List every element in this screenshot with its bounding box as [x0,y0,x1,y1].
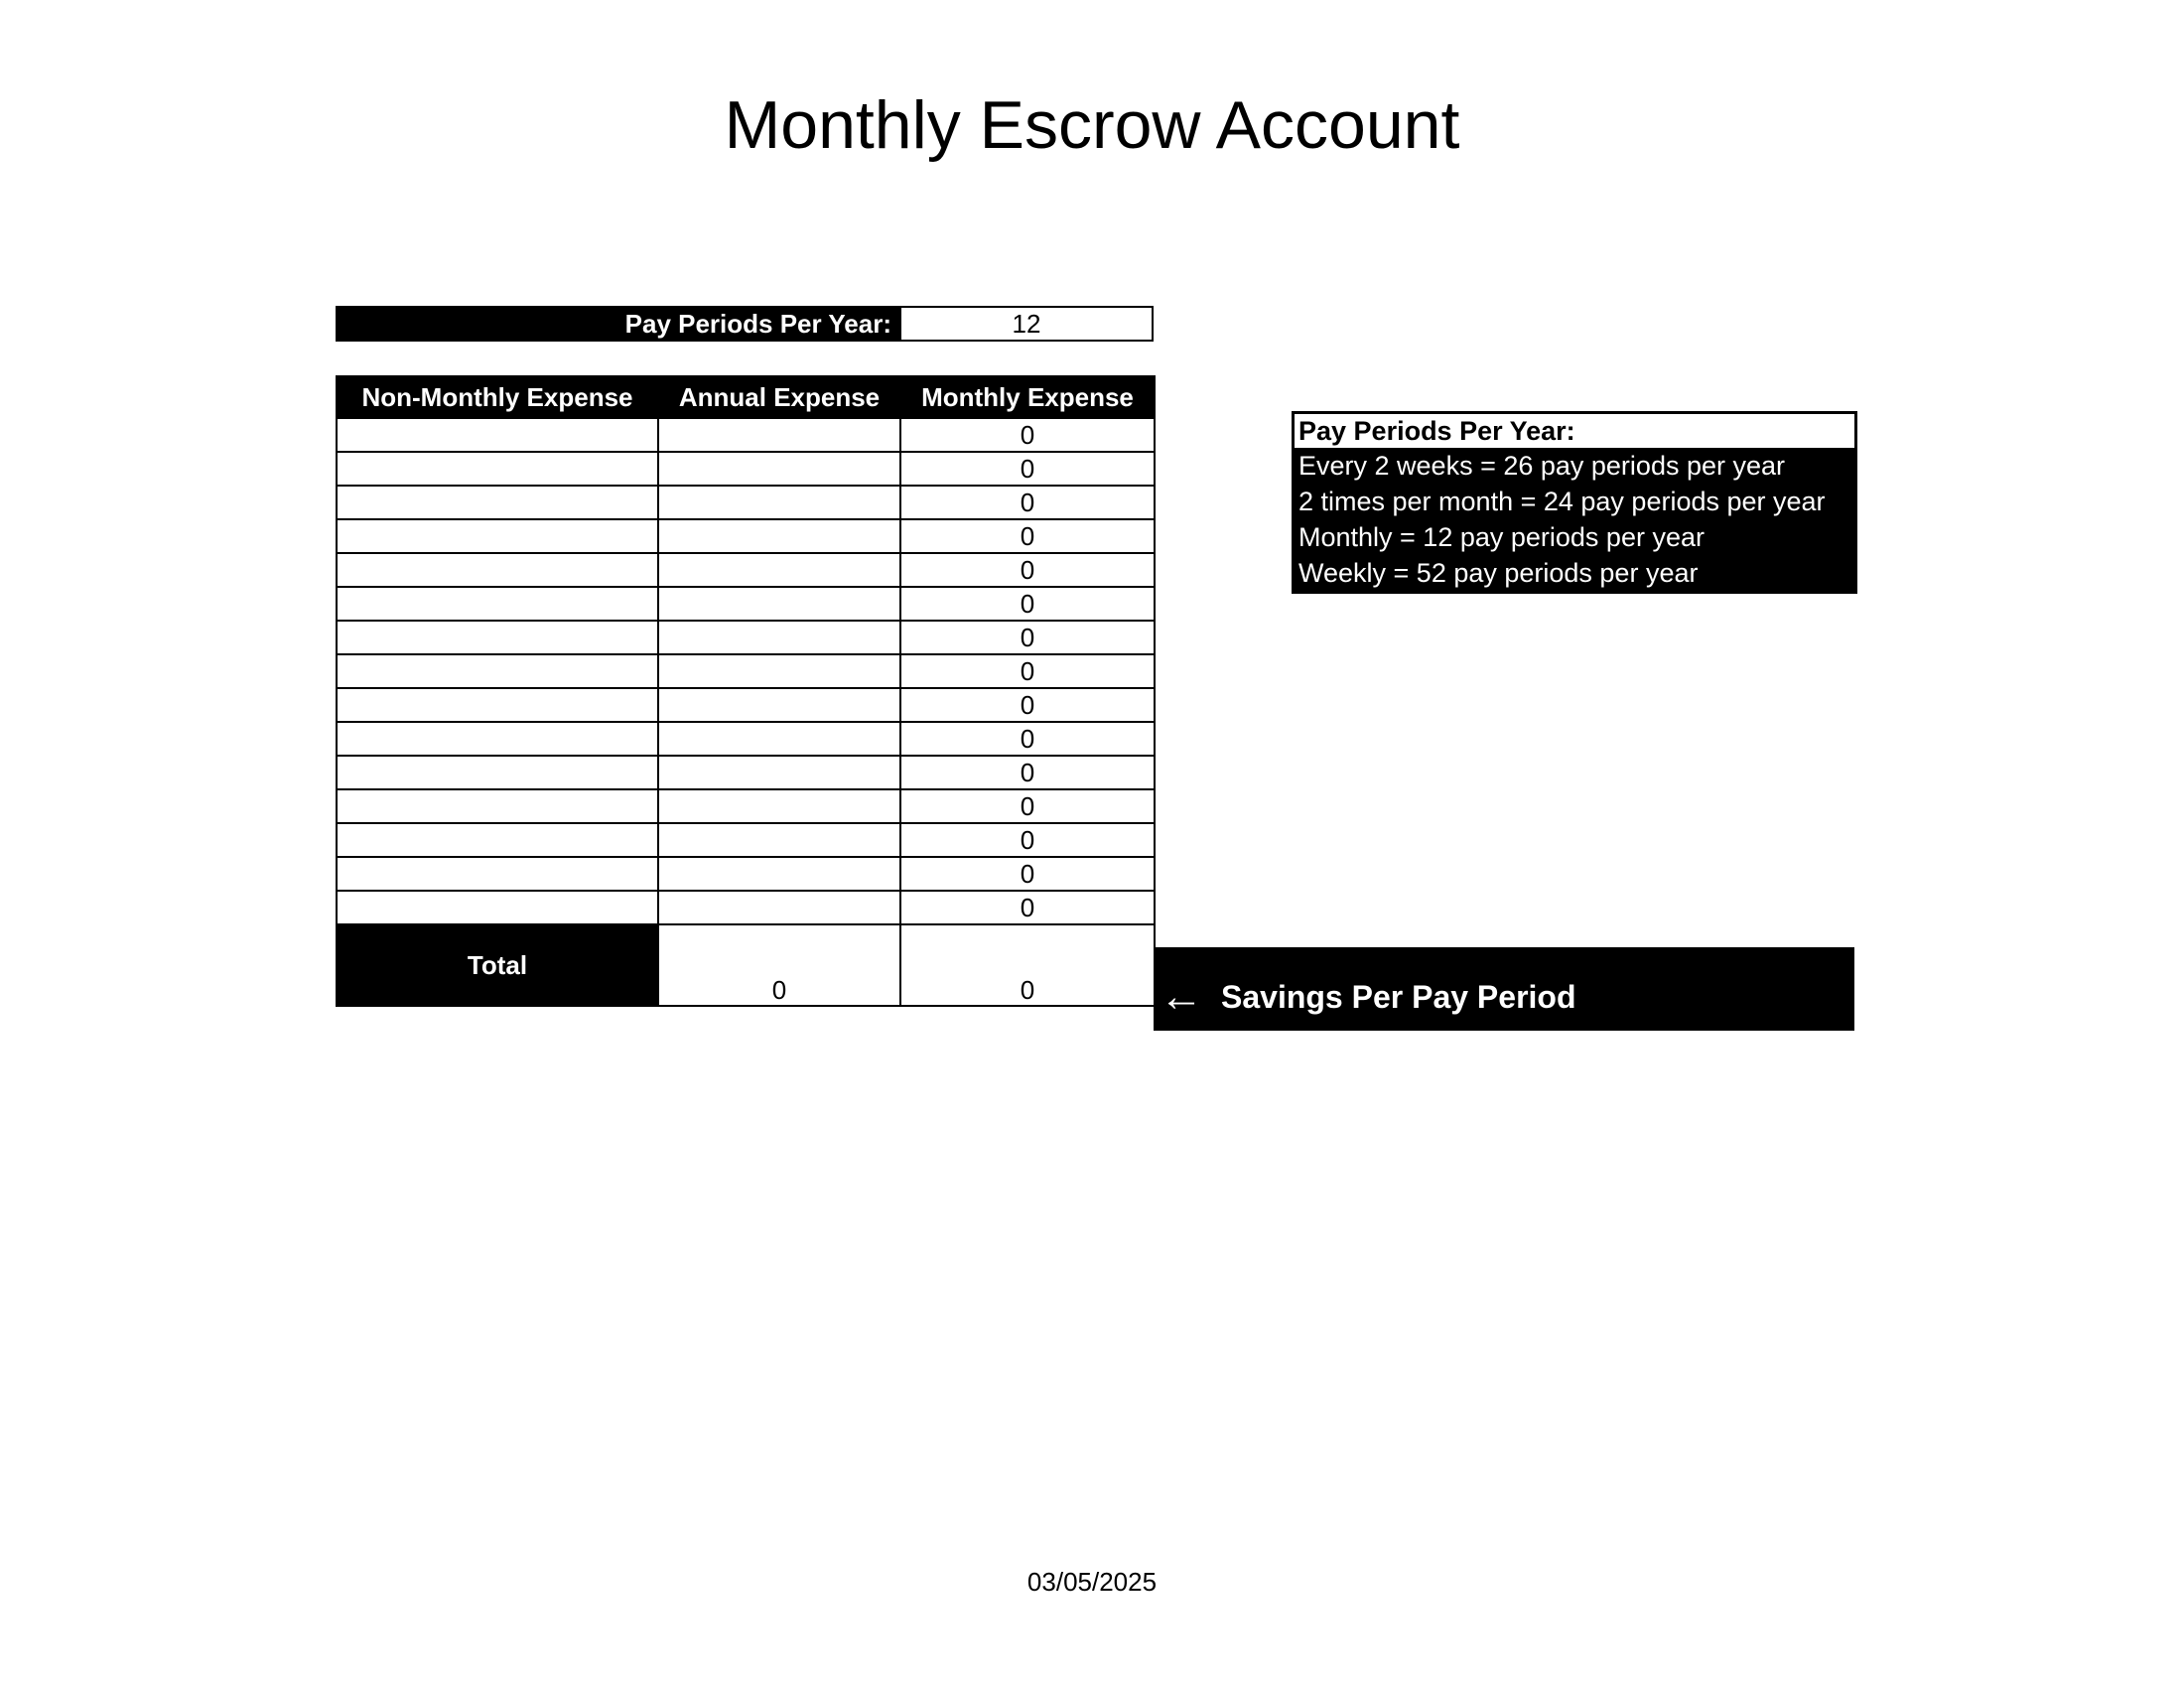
annual-expense-cell[interactable] [658,756,900,789]
table-row [337,452,1155,486]
table-row [337,418,1155,452]
expense-name-cell[interactable] [337,688,658,722]
legend-line: Every 2 weeks = 26 pay periods per year [1298,451,1786,481]
table-row [337,587,1155,621]
expense-name-cell[interactable] [337,587,658,621]
monthly-expense-cell: 0 [900,891,1155,924]
expense-name-cell[interactable] [337,823,658,857]
expense-name-cell[interactable] [337,418,658,452]
monthly-expense-cell: 0 [900,452,1155,486]
table-row [337,621,1155,654]
monthly-expense-cell: 0 [900,519,1155,553]
annual-expense-cell[interactable] [658,486,900,519]
annual-expense-cell[interactable] [658,789,900,823]
expense-name-cell[interactable] [337,756,658,789]
table-row [337,519,1155,553]
table-row [337,891,1155,924]
table-row [337,722,1155,756]
total-annual-value: 0 [658,924,900,1006]
annual-expense-cell[interactable] [658,722,900,756]
total-monthly-value: 0 [900,924,1155,1006]
total-label: Total [337,924,658,1006]
table-row [337,486,1155,519]
expense-name-cell[interactable] [337,519,658,553]
expense-name-cell[interactable] [337,486,658,519]
savings-label: Savings Per Pay Period [1221,978,1576,1015]
table-row [337,688,1155,722]
monthly-expense-cell: 0 [900,587,1155,621]
total-row [337,924,1155,1006]
legend-line: Weekly = 52 pay periods per year [1298,558,1699,588]
annual-expense-cell[interactable] [658,418,900,452]
pay-periods-input[interactable]: 12 [899,306,1154,342]
annual-expense-cell[interactable] [658,891,900,924]
expense-name-cell[interactable] [337,857,658,891]
table-row [337,756,1155,789]
monthly-expense-cell: 0 [900,823,1155,857]
annual-expense-cell[interactable] [658,452,900,486]
annual-expense-cell[interactable] [658,823,900,857]
expense-name-cell[interactable] [337,789,658,823]
expense-name-cell[interactable] [337,452,658,486]
monthly-expense-cell: 0 [900,418,1155,452]
footer-date: 03/05/2025 [1026,1567,1158,1597]
left-arrow-icon: ← [1160,972,1203,1021]
table-row [337,823,1155,857]
pay-periods-legend [1292,411,1857,594]
expense-name-cell[interactable] [337,891,658,924]
monthly-expense-cell: 0 [900,789,1155,823]
monthly-expense-cell: 0 [900,688,1155,722]
monthly-expense-cell: 0 [900,486,1155,519]
page-title: Monthly Escrow Account [724,87,1460,163]
annual-expense-cell[interactable] [658,553,900,587]
expense-name-cell[interactable] [337,553,658,587]
table-row [337,654,1155,688]
table-header-row [337,376,1155,418]
legend-line: 2 times per month = 24 pay periods per year [1298,487,1826,516]
annual-expense-cell[interactable] [658,519,900,553]
annual-expense-cell[interactable] [658,688,900,722]
monthly-expense-cell: 0 [900,857,1155,891]
pay-periods-label: Pay Periods Per Year: [336,306,899,342]
expense-name-cell[interactable] [337,621,658,654]
savings-per-pay-period-banner [1154,947,1854,1031]
monthly-expense-cell: 0 [900,722,1155,756]
legend-title: Pay Periods Per Year: [1295,414,1854,448]
monthly-expense-cell: 0 [900,654,1155,688]
expense-table [336,375,1156,1007]
table-row [337,553,1155,587]
expense-name-cell[interactable] [337,722,658,756]
annual-expense-cell[interactable] [658,654,900,688]
header-non-monthly-expense: Non-Monthly Expense [337,376,658,418]
table-row [337,789,1155,823]
annual-expense-cell[interactable] [658,621,900,654]
legend-line: Monthly = 12 pay periods per year [1298,522,1705,552]
header-monthly-expense: Monthly Expense [900,376,1155,418]
table-row [337,857,1155,891]
header-annual-expense: Annual Expense [658,376,900,418]
monthly-expense-cell: 0 [900,553,1155,587]
expense-name-cell[interactable] [337,654,658,688]
monthly-expense-cell: 0 [900,756,1155,789]
annual-expense-cell[interactable] [658,857,900,891]
monthly-expense-cell: 0 [900,621,1155,654]
annual-expense-cell[interactable] [658,587,900,621]
